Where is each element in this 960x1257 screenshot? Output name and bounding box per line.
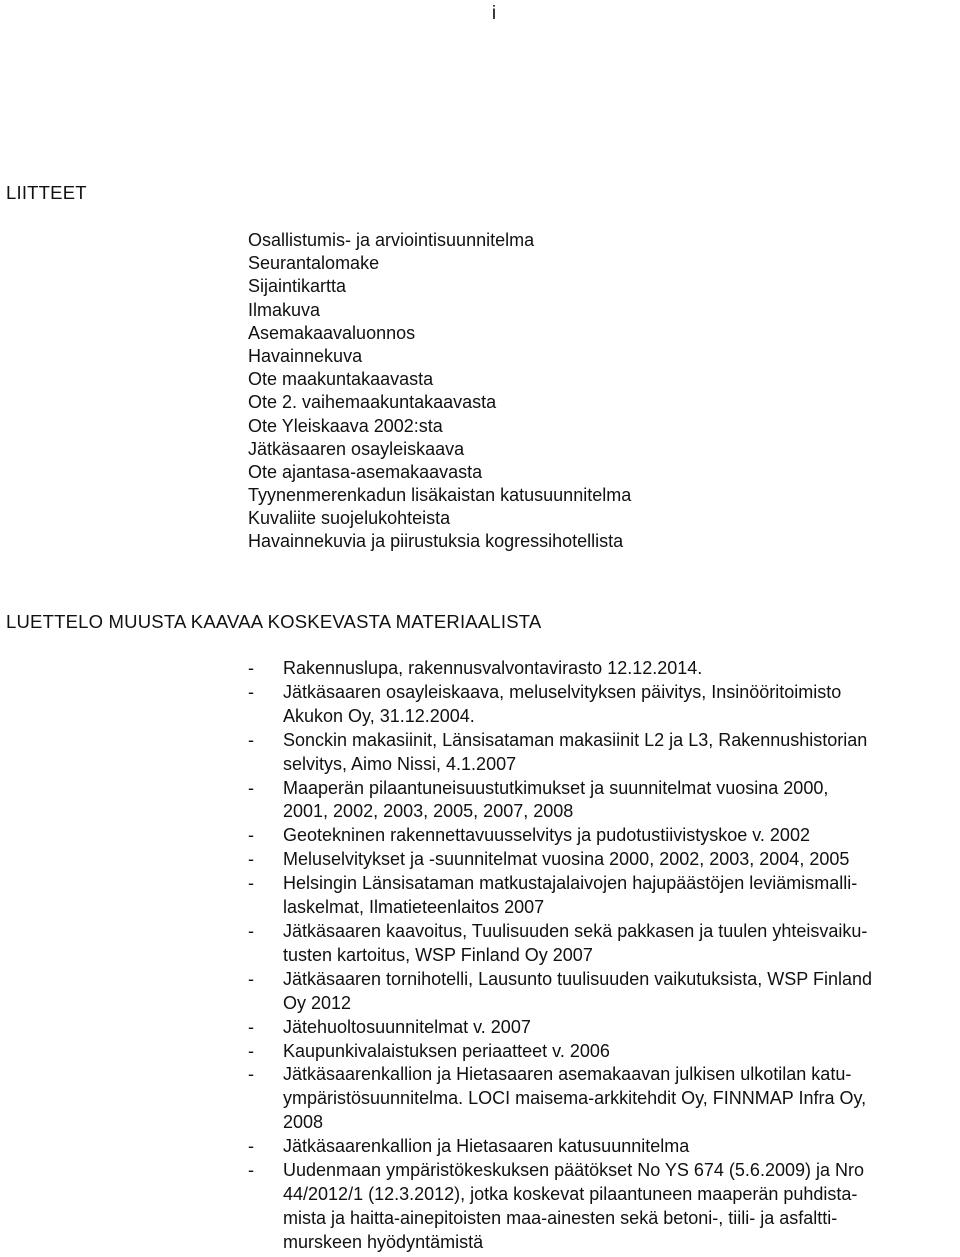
- material-item: [248, 1016, 960, 1040]
- appendix-item: Ote ajantasa-asemakaavasta: [248, 461, 483, 482]
- appendix-item: Sijaintikartta: [248, 276, 347, 297]
- appendix-item: Asemakaavaluonnos: [248, 322, 416, 343]
- section-heading-luettelo: LUETTELO MUUSTA KAAVAA KOSKEVASTA MATERIAALISTA: [6, 611, 542, 632]
- appendix-item: Ote Yleiskaava 2002:sta: [248, 415, 443, 436]
- appendix-item: Ilmakuva: [248, 299, 321, 320]
- material-item: [248, 1135, 960, 1159]
- material-item: [248, 1040, 960, 1064]
- list-dash: -: [248, 658, 254, 678]
- material-item: [248, 920, 960, 968]
- material-item: [248, 777, 960, 825]
- appendix-item: Jätkäsaaren osayleiskaava: [248, 438, 465, 459]
- material-item-text: Jätkäsaarenkallion ja Hietasaaren katusuunnitelma: [283, 1136, 690, 1157]
- appendix-item: Ote 2. vaihemaakuntakaavasta: [248, 392, 497, 413]
- material-item-text: Sonckin makasiinit, Länsisataman makasiinit L2 ja L3, Rakennushistorian selvitys, Aimo Nissi, 4.1.2007: [283, 729, 868, 774]
- material-item: [248, 681, 960, 729]
- appendix-item: Ote maakuntakaavasta: [248, 369, 434, 390]
- material-item: [248, 1063, 960, 1135]
- list-dash: -: [248, 1136, 254, 1157]
- appendix-item: Seurantalomake: [248, 253, 380, 274]
- material-item-text: Jätkäsaarenkallion ja Hietasaaren asemakaavan julkisen ulkotilan katu- ympäristösuunnitelma. LOCI maisema-arkkitehdit Oy, FINNMAP Infra Oy, 2008: [283, 1064, 867, 1133]
- material-list: [248, 657, 960, 1255]
- material-item: [248, 657, 960, 681]
- list-dash: -: [248, 849, 254, 870]
- list-dash: -: [248, 681, 254, 702]
- appendix-list: [248, 229, 631, 554]
- page-number: i: [491, 3, 497, 24]
- list-dash: -: [248, 777, 254, 798]
- material-item: [248, 1159, 960, 1255]
- list-dash: -: [248, 1016, 254, 1037]
- material-item-text: Helsingin Länsisataman matkustajalaivojen hajupäästöjen leviämismalli- laskelmat, Ilmatieteenlaitos 2007: [283, 873, 858, 918]
- material-item-text: Jätkäsaaren tornihotelli, Lausunto tuulisuuden vaikutuksista, WSP Finland Oy 2012: [283, 968, 873, 1013]
- list-dash: -: [248, 1160, 254, 1181]
- material-item-text: Jätehuoltosuunnitelmat v. 2007: [283, 1016, 531, 1037]
- material-item-text: Geotekninen rakennettavuusselvitys ja pudotustiivistyskoe v. 2002: [283, 825, 810, 846]
- appendix-item: Tyynenmerenkadun lisäkaistan katusuunnitelma: [248, 485, 632, 506]
- material-item-text: Rakennuslupa, rakennusvalvontavirasto 12.12.2014.: [283, 658, 703, 678]
- material-item: [248, 729, 960, 777]
- list-dash: -: [248, 825, 254, 846]
- list-dash: -: [248, 1064, 254, 1085]
- material-item-text: Jätkäsaaren kaavoitus, Tuulisuuden sekä pakkasen ja tuulen yhteisvaiku- tusten kartoitus, WSP Finland Oy 2007: [283, 920, 868, 965]
- material-item-text: Uudenmaan ympäristökeskuksen päätökset No YS 674 (5.6.2009) ja Nro 44/2012/1 (12.3.2012), jotka koskevat pilaantuneen maaperän puhdista- mista ja haitta-ainepitoisten maa-ainesten sekä betoni-, tiili- ja asfaltti- murskeen hyödyntämistä: [283, 1160, 864, 1252]
- list-dash: -: [248, 920, 254, 941]
- appendix-item: Havainnekuva: [248, 345, 363, 366]
- list-dash: -: [248, 729, 254, 750]
- material-item: [248, 824, 960, 848]
- list-dash: -: [248, 968, 254, 989]
- appendix-item: Havainnekuvia ja piirustuksia kogressihotellista: [248, 531, 624, 552]
- appendix-item: Kuvaliite suojelukohteista: [248, 508, 451, 529]
- material-item: [248, 968, 960, 1016]
- material-item-text: Meluselvitykset ja -suunnitelmat vuosina 2000, 2002, 2003, 2004, 2005: [283, 849, 850, 870]
- material-item: [248, 872, 960, 920]
- section-heading-liitteet: LIITTEET: [6, 182, 87, 203]
- material-item-text: Kaupunkivalaistuksen periaatteet v. 2006: [283, 1040, 610, 1061]
- list-dash: -: [248, 873, 254, 894]
- material-item-text: Jätkäsaaren osayleiskaava, meluselvityksen päivitys, Insinööritoimisto Akukon Oy, 31.12.2004.: [283, 681, 842, 726]
- material-item: [248, 848, 960, 872]
- material-item-text: Maaperän pilaantuneisuustutkimukset ja suunnitelmat vuosina 2000, 2001, 2002, 2003, 2005, 2007, 2008: [283, 777, 829, 822]
- appendix-item: Osallistumis- ja arviointisuunnitelma: [248, 230, 535, 250]
- list-dash: -: [248, 1040, 254, 1061]
